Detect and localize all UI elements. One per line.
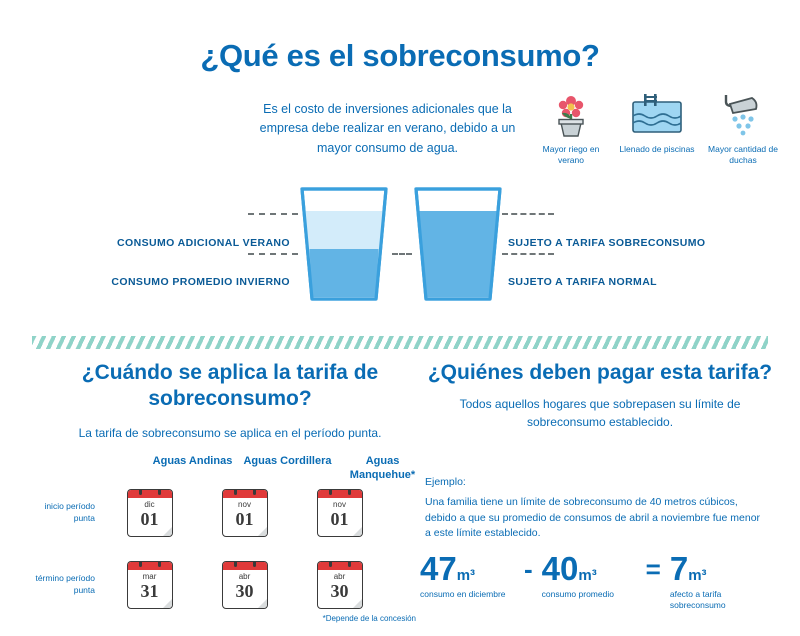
math-number: 47	[420, 550, 457, 587]
calendar-cell	[102, 489, 197, 537]
icon-item-pool	[618, 92, 696, 166]
math-caption: consumo promedio	[541, 589, 614, 599]
glass-winter	[410, 185, 506, 303]
calendar-top-bar	[223, 490, 267, 498]
calendar-fold	[163, 527, 172, 536]
icon-caption: Llenado de piscinas	[619, 144, 695, 154]
math-value	[542, 552, 637, 585]
calendar-day: 30	[330, 580, 349, 601]
calendar-month: abr	[333, 571, 346, 581]
calendar-header-row	[30, 455, 430, 483]
icon-item-shower	[704, 92, 782, 166]
calendar-cell	[102, 561, 197, 609]
top-icon-group	[532, 92, 782, 166]
calendar-top-bar	[223, 562, 267, 570]
calendar-month: mar	[142, 571, 157, 581]
right-section-title: ¿Quiénes deben pagar esta tarifa?	[427, 361, 773, 384]
calendar-month: nov	[238, 499, 251, 509]
label-consumo-adicional: CONSUMO ADICIONAL VERANO	[117, 237, 290, 249]
calendar-icon	[222, 561, 268, 609]
row-label-inicio: inicio período punta	[44, 501, 95, 523]
math-unit: m³	[688, 567, 707, 584]
intro-paragraph: Es el costo de inversiones adicionales que la empresa debe realizar en verano, debido a un mayor consumo de agua.	[259, 102, 516, 155]
right-section	[425, 360, 775, 431]
math-operator-minus: -	[524, 554, 533, 584]
calendar-top-bar	[318, 490, 362, 498]
glass-summer	[296, 185, 392, 303]
calendar-day: 30	[235, 580, 254, 601]
math-caption: consumo en diciembre	[420, 589, 506, 599]
math-unit: m³	[456, 567, 476, 584]
calendar-fold	[353, 527, 362, 536]
left-section-subtitle: La tarifa de sobreconsumo se aplica en el período punta.	[78, 425, 382, 440]
left-section	[30, 360, 430, 442]
left-section-title: ¿Cuándo se aplica la tarifa de sobreconsumo?	[81, 361, 379, 411]
shower-head-icon	[704, 92, 782, 138]
calendar-day: 01	[235, 508, 254, 529]
calendar-cell	[197, 561, 292, 609]
calendar-cell	[292, 489, 387, 537]
calendar-row-termino	[30, 561, 430, 609]
dash-line-top-left	[248, 213, 298, 215]
page-title: ¿Qué es el sobreconsumo?	[200, 38, 600, 73]
calendar-icon	[317, 489, 363, 537]
icon-item-watering	[532, 92, 610, 166]
company-andinas: Aguas Andinas	[152, 455, 233, 467]
label-tarifa-sobreconsumo: SUJETO A TARIFA SOBRECONSUMO	[508, 237, 706, 249]
company-manquehue: Aguas Manquehue*	[349, 455, 416, 481]
calendar-grid	[30, 455, 430, 623]
calendar-row-inicio	[30, 489, 430, 537]
label-consumo-promedio: CONSUMO PROMEDIO INVIERNO	[111, 276, 290, 288]
math-term-afecto-tarifa	[670, 552, 765, 611]
example-heading: Ejemplo:	[425, 476, 466, 488]
row-label-termino: término período punta	[35, 573, 95, 595]
icon-caption: Mayor riego en verano	[542, 144, 600, 166]
flower-pot-icon	[532, 92, 610, 138]
math-term-consumo-promedio	[542, 552, 637, 600]
calendar-month: abr	[238, 571, 251, 581]
calendar-day: 31	[140, 580, 159, 601]
dash-line-mid-left	[248, 253, 298, 255]
calendar-day: 01	[140, 508, 159, 529]
calendar-month: dic	[144, 499, 155, 509]
example-block	[425, 475, 765, 542]
label-tarifa-normal: SUJETO A TARIFA NORMAL	[508, 276, 657, 288]
math-operator-equals: =	[645, 554, 661, 584]
calendar-cell	[197, 489, 292, 537]
math-equation	[420, 552, 780, 611]
calendar-top-bar	[128, 562, 172, 570]
calendar-fold	[163, 599, 172, 608]
calendar-icon	[317, 561, 363, 609]
calendar-top-bar	[128, 490, 172, 498]
dash-line-center	[392, 253, 412, 255]
calendar-icon	[127, 489, 173, 537]
striped-divider	[32, 336, 768, 349]
math-caption: afecto a tarifa sobreconsumo	[669, 589, 726, 611]
math-value	[670, 552, 765, 585]
calendar-cell	[292, 561, 387, 609]
calendar-top-bar	[318, 562, 362, 570]
example-body: Una familia tiene un límite de sobreconsumo de 40 metros cúbicos, debido a que su promedio de consumos de abril a noviembre fue menor a este límite establecido.	[425, 495, 761, 540]
math-value	[420, 552, 515, 585]
right-section-subtitle: Todos aquellos hogares que sobrepasen su límite de sobreconsumo establecido.	[459, 397, 741, 429]
dash-line-mid-right	[502, 253, 554, 255]
glasses-diagram	[0, 185, 800, 315]
calendar-month: nov	[333, 499, 346, 509]
calendar-footnote: *Depende de la concesión	[322, 613, 416, 623]
company-cordillera: Aguas Cordillera	[243, 455, 332, 467]
calendar-icon	[127, 561, 173, 609]
math-number: 40	[541, 550, 579, 587]
calendar-fold	[258, 599, 267, 608]
math-term-consumo-diciembre	[420, 552, 515, 600]
calendar-icon	[222, 489, 268, 537]
math-unit: m³	[578, 567, 597, 584]
calendar-day: 01	[330, 508, 349, 529]
math-number: 7	[669, 550, 689, 587]
icon-caption: Mayor cantidad de duchas	[708, 144, 778, 166]
dash-line-top-right	[502, 213, 554, 215]
swimming-pool-icon	[618, 92, 696, 138]
calendar-fold	[353, 599, 362, 608]
calendar-fold	[258, 527, 267, 536]
